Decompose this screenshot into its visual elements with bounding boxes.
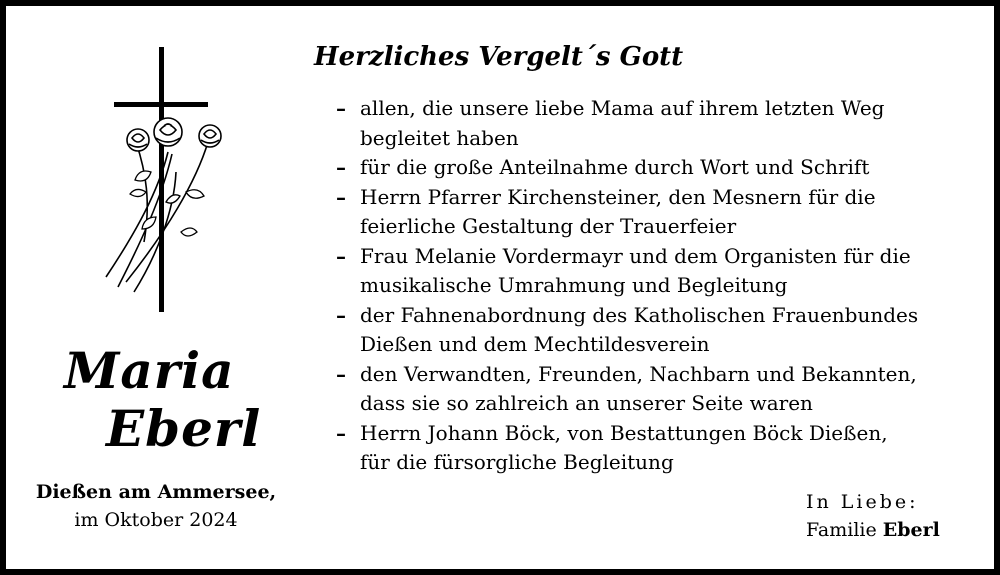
page-title: Herzliches Vergelt´s Gott [314, 42, 684, 72]
place-line: Dießen am Ammersee, [35, 481, 277, 503]
closing-intro: In Liebe: [806, 491, 919, 513]
list-item: – Frau Melanie Vordermayr und dem Organisten für die musikalische Umrahmung und Begleitung [336, 243, 911, 297]
dash-bullet: – [336, 184, 346, 209]
thanks-list [336, 94, 976, 478]
cross-with-roses-icon [96, 42, 236, 317]
closing-signature [806, 488, 940, 544]
list-item: – Herrn Pfarrer Kirchensteiner, den Mesnern für die feierliche Gestaltung der Trauerfeier [336, 184, 876, 238]
deceased-first-name: Maria [64, 341, 235, 400]
obituary-card [6, 6, 994, 569]
dash-bullet: – [336, 243, 346, 268]
date-line: im Oktober 2024 [74, 509, 238, 531]
list-item: – den Verwandten, Freunden, Nachbarn und Bekannten, dass sie so zahlreich an unserer Seite waren [336, 361, 917, 415]
family-line [806, 516, 940, 544]
family-name: Eberl [882, 519, 940, 541]
list-item: – allen, die unsere liebe Mama auf ihrem letzten Weg begleitet haben [336, 96, 885, 150]
deceased-last-name: Eberl [106, 399, 262, 458]
list-item: – für die große Anteilnahme durch Wort und Schrift [336, 153, 976, 183]
dash-bullet: – [336, 302, 346, 327]
list-item: – Herrn Johann Böck, von Bestattungen Böck Dießen, für die fürsorgliche Begleitung [336, 420, 888, 474]
dash-bullet: – [336, 155, 346, 179]
dash-bullet: – [336, 361, 346, 386]
family-prefix: Familie [806, 519, 877, 541]
dash-bullet: – [336, 420, 346, 445]
dash-bullet: – [336, 96, 346, 120]
list-item: – der Fahnenabordnung des Katholischen Frauenbundes Dießen und dem Mechtildesverein [336, 302, 919, 356]
